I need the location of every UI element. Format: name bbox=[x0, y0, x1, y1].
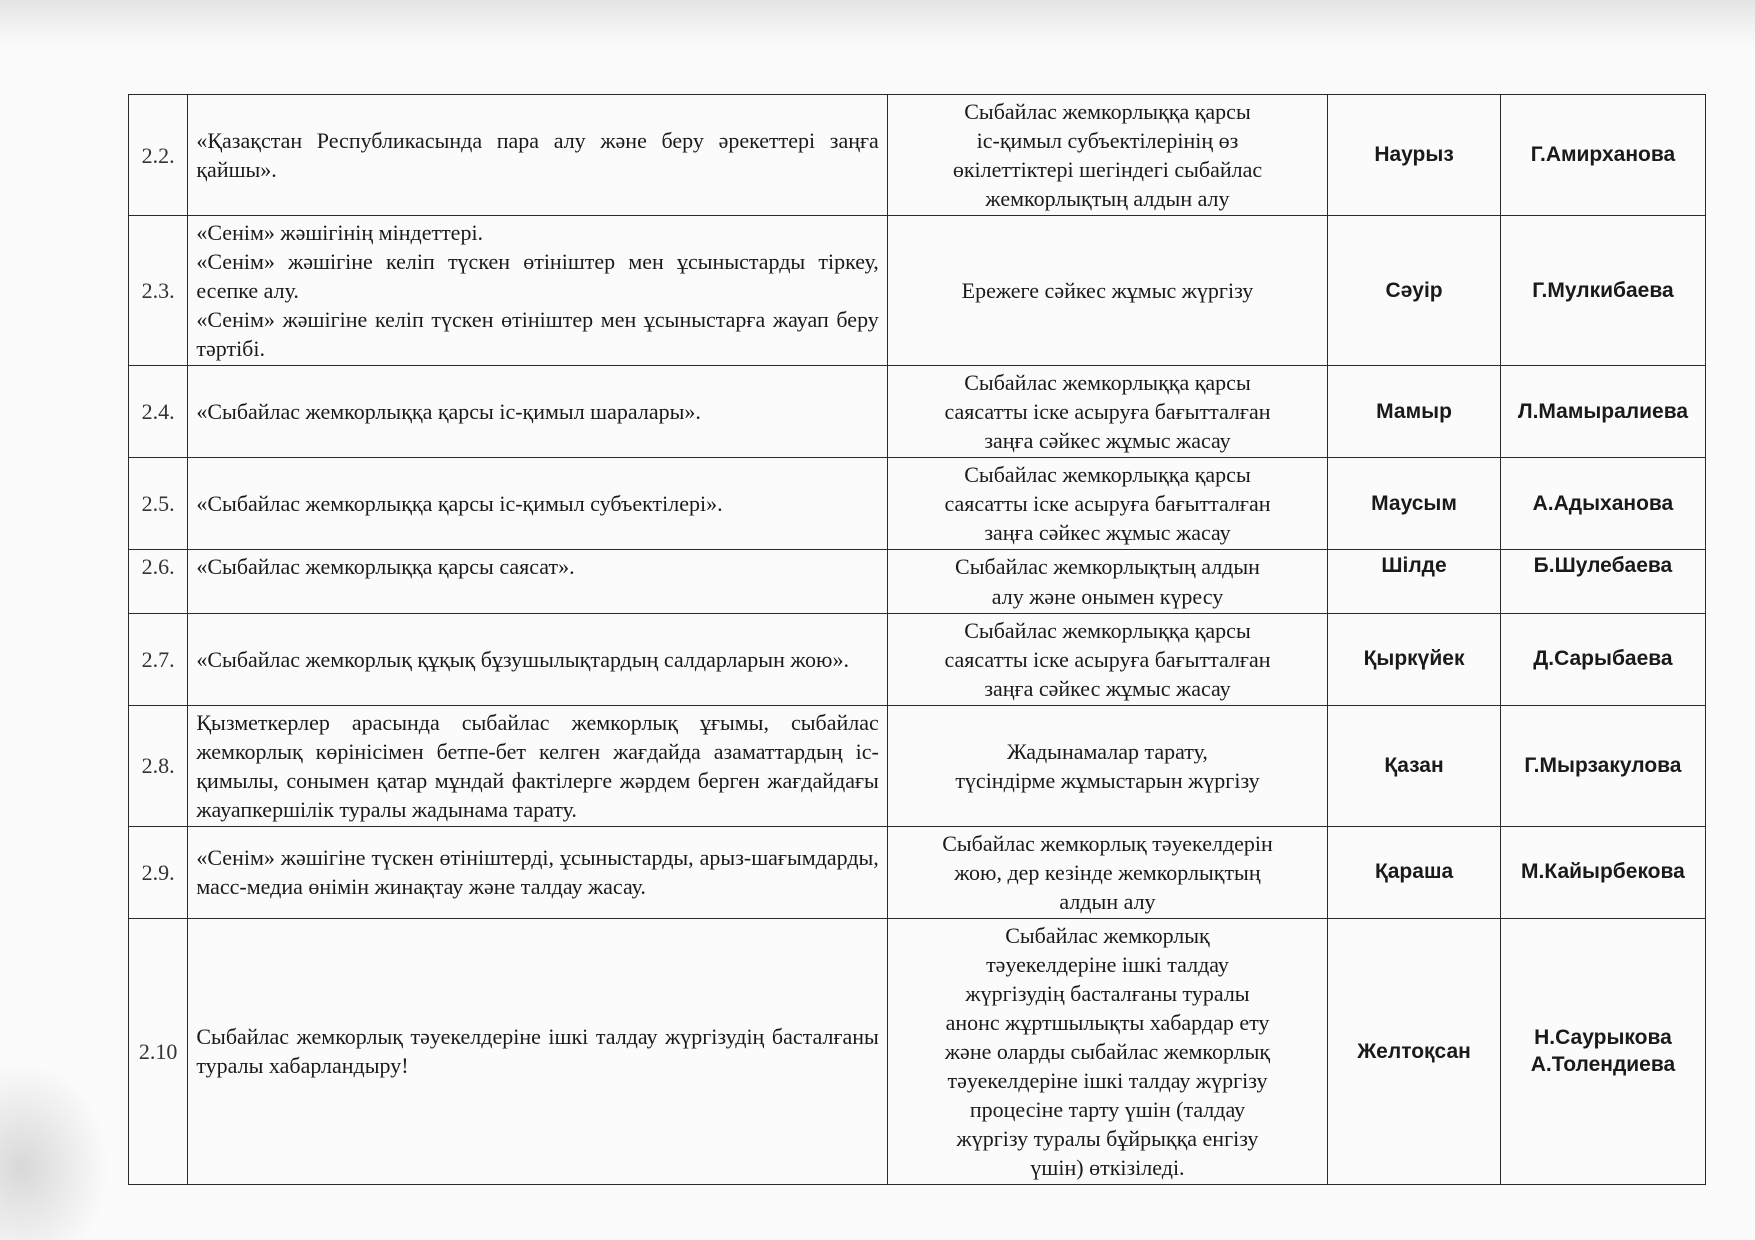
responsible-name: Д.Сарыбаева bbox=[1533, 647, 1673, 671]
topic-line: «Сенім» жәшігіне келіп түскен өтініштер мен ұсыныстарды тіркеу, есепке алу. bbox=[196, 249, 879, 304]
event-month: Маусым bbox=[1328, 458, 1501, 550]
responsible-person bbox=[1500, 705, 1705, 826]
form-line: жүргізудің басталғаны туралы bbox=[965, 980, 1250, 1006]
form-line: үшін) өткізіледі. bbox=[1030, 1155, 1185, 1181]
event-topic bbox=[188, 458, 887, 550]
event-form bbox=[887, 918, 1327, 1184]
event-month: Желтоқсан bbox=[1328, 918, 1501, 1184]
event-form bbox=[887, 366, 1327, 458]
responsible-name: А.Адыханова bbox=[1532, 492, 1674, 516]
event-plan-table bbox=[128, 94, 1706, 1185]
form-line: Ережеге сәйкес жұмыс жүргізу bbox=[961, 278, 1254, 304]
event-month: Қыркүйек bbox=[1328, 613, 1501, 705]
row-number: 2.7. bbox=[129, 613, 188, 705]
event-topic bbox=[188, 366, 887, 458]
form-line: Жадынамалар тарату, bbox=[1007, 738, 1208, 764]
form-line: алдын алу bbox=[1059, 888, 1156, 914]
row-number: 2.8. bbox=[129, 705, 188, 826]
event-topic bbox=[188, 705, 887, 826]
form-line: Сыбайлас жемкорлыққа қарсы bbox=[964, 462, 1251, 488]
responsible-person bbox=[1500, 918, 1705, 1184]
topic-line: «Сенім» жәшігіне келіп түскен өтініштер мен ұсыныстарға жауап беру тәртібі. bbox=[196, 307, 879, 362]
form-line: өкілеттіктері шегіндегі сыбайлас bbox=[952, 157, 1263, 183]
row-number: 2.9. bbox=[129, 826, 188, 918]
form-line: алу және онымен күресу bbox=[991, 583, 1224, 609]
topic-line: «Сыбайлас жемкорлыққа қарсы саясат». bbox=[196, 554, 575, 580]
topic-line: «Сыбайлас жемкорлыққа қарсы іс-қимыл субъектілері». bbox=[196, 491, 723, 517]
event-topic bbox=[188, 95, 887, 216]
event-topic bbox=[188, 216, 887, 366]
responsible-name: Л.Мамыралиева bbox=[1517, 399, 1689, 423]
form-line: және оларды сыбайлас жемкорлық bbox=[944, 1038, 1271, 1064]
responsible-name: Г.Мулкибаева bbox=[1532, 278, 1674, 302]
event-month: Шілде bbox=[1328, 550, 1501, 613]
form-line: Сыбайлас жемкорлық тәуекелдерін bbox=[942, 830, 1273, 856]
form-line: Сыбайлас жемкорлыққа қарсы bbox=[964, 99, 1251, 124]
form-line: тәуекелдеріне ішкі талдау жүргізу bbox=[947, 1068, 1268, 1093]
table-row bbox=[129, 216, 1706, 366]
responsible-person bbox=[1500, 613, 1705, 705]
form-line: анонс жұртшылықты хабардар ету bbox=[945, 1009, 1270, 1035]
topic-line: Сыбайлас жемкорлық тәуекелдеріне ішкі талдау жүргізудің басталғаны туралы хабарландыру! bbox=[196, 1024, 879, 1079]
responsible-person bbox=[1500, 826, 1705, 918]
topic-line: «Сыбайлас жемкорлыққа қарсы іс-қимыл шаралары». bbox=[196, 399, 701, 425]
form-line: заңға сәйкес жұмыс жасау bbox=[984, 428, 1231, 454]
event-month: Наурыз bbox=[1328, 95, 1501, 216]
form-line: Сыбайлас жемкорлықтың алдын bbox=[955, 554, 1260, 580]
topic-line: «Қазақстан Республикасында пара алу және беру әрекеттері заңға қайшы». bbox=[196, 128, 879, 183]
form-line: саясатты іске асыруға бағытталған bbox=[944, 491, 1271, 517]
table-row bbox=[129, 826, 1706, 918]
event-month: Қараша bbox=[1328, 826, 1501, 918]
topic-line: «Сенім» жәшігіне түскен өтініштерді, ұсыныстарды, арыз-шағымдарды, масс-медиа өнімін жинақтау және талдау жасау. bbox=[196, 845, 879, 900]
form-line: заңға сәйкес жұмыс жасау bbox=[984, 520, 1231, 546]
responsible-name: Н.Саурыкова bbox=[1534, 1025, 1672, 1049]
form-line: жемкорлықтың алдын алу bbox=[985, 186, 1230, 212]
row-number: 2.2. bbox=[129, 95, 188, 216]
form-line: Сыбайлас жемкорлық bbox=[1005, 922, 1210, 948]
responsible-name: М.Кайырбекова bbox=[1521, 860, 1685, 884]
event-plan-body bbox=[129, 95, 1706, 1185]
event-month: Қазан bbox=[1328, 705, 1501, 826]
table-row bbox=[129, 918, 1706, 1184]
form-line: іс-қимыл субъектілерінің өз bbox=[976, 128, 1239, 154]
row-number: 2.6. bbox=[129, 550, 188, 613]
form-line: Сыбайлас жемкорлыққа қарсы bbox=[964, 370, 1251, 396]
responsible-person bbox=[1500, 550, 1705, 613]
form-line: заңға сәйкес жұмыс жасау bbox=[984, 675, 1231, 701]
scan-shadow-left bbox=[0, 1060, 110, 1240]
responsible-name: Г.Амирханова bbox=[1530, 143, 1676, 167]
event-form bbox=[887, 613, 1327, 705]
form-line: процесіне тарту үшін (талдау bbox=[969, 1097, 1246, 1123]
event-topic bbox=[188, 918, 887, 1184]
topic-line: «Сыбайлас жемкорлық құқық бұзушылықтардың салдарларын жою». bbox=[196, 646, 849, 672]
table-row bbox=[129, 550, 1706, 613]
form-line: саясатты іске асыруға бағытталған bbox=[944, 399, 1271, 425]
table-row bbox=[129, 613, 1706, 705]
responsible-person bbox=[1500, 216, 1705, 366]
event-form bbox=[887, 95, 1327, 216]
table-row bbox=[129, 366, 1706, 458]
event-form bbox=[887, 826, 1327, 918]
event-form bbox=[887, 705, 1327, 826]
responsible-name: Г.Мырзакулова bbox=[1524, 753, 1682, 777]
form-line: тәуекелдеріне ішкі талдау bbox=[986, 951, 1229, 977]
event-form bbox=[887, 550, 1327, 613]
table-row bbox=[129, 705, 1706, 826]
event-month: Сәуір bbox=[1328, 216, 1501, 366]
scan-shadow-top bbox=[0, 0, 1755, 48]
event-month: Мамыр bbox=[1328, 366, 1501, 458]
form-line: түсіндірме жұмыстарын жүргізу bbox=[955, 767, 1260, 793]
topic-line: Қызметкерлер арасында сыбайлас жемкорлық ұғымы, сыбайлас жемкорлық көрінісімен бетпе-бет келген жағдайда азаматтардың іс-қимылы, сонымен қатар мұндай фактілерге жәрдем берген жағдайдағы жауапкершілік туралы жадынама тарату. bbox=[196, 709, 879, 822]
table-row bbox=[129, 458, 1706, 550]
row-number: 2.5. bbox=[129, 458, 188, 550]
form-line: Сыбайлас жемкорлыққа қарсы bbox=[964, 617, 1251, 643]
event-topic bbox=[188, 826, 887, 918]
responsible-name: Б.Шулебаева bbox=[1533, 554, 1673, 578]
form-line: саясатты іске асыруға бағытталған bbox=[944, 646, 1271, 672]
event-form bbox=[887, 458, 1327, 550]
row-number: 2.4. bbox=[129, 366, 188, 458]
responsible-person bbox=[1500, 458, 1705, 550]
event-form bbox=[887, 216, 1327, 366]
topic-line: «Сенім» жәшігінің міндеттері. bbox=[196, 220, 484, 246]
event-topic bbox=[188, 550, 887, 613]
row-number: 2.10 bbox=[129, 918, 188, 1184]
responsible-name: А.Толендиева bbox=[1530, 1053, 1676, 1077]
form-line: жүргізу туралы бұйрыққа енгізу bbox=[956, 1126, 1259, 1152]
responsible-person bbox=[1500, 366, 1705, 458]
row-number: 2.3. bbox=[129, 216, 188, 366]
event-topic bbox=[188, 613, 887, 705]
table-row bbox=[129, 95, 1706, 216]
responsible-person bbox=[1500, 95, 1705, 216]
form-line: жою, дер кезінде жемкорлықтың bbox=[954, 859, 1261, 885]
